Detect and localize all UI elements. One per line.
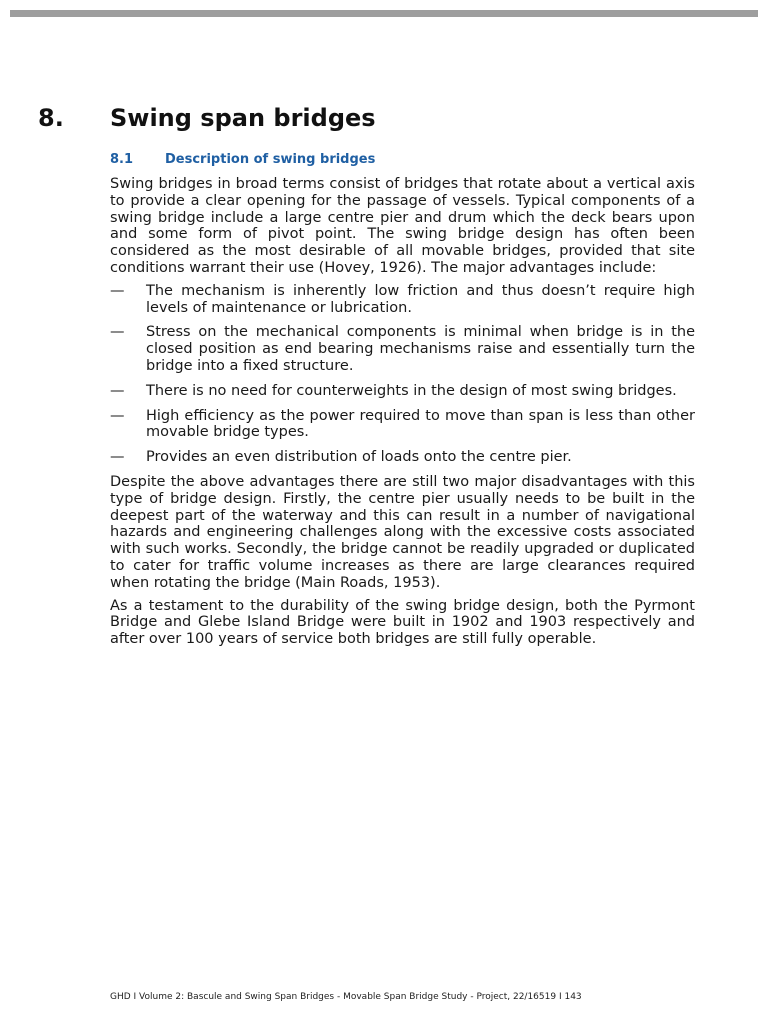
bullet-dash: — <box>110 449 125 466</box>
list-item-text: Provides an even distribution of loads onto the centre pier. <box>146 449 572 466</box>
page-footer: GHD I Volume 2: Bascule and Swing Span Bridges - Movable Span Bridge Study - Project, 22/16519 I 143 <box>110 992 582 1002</box>
paragraph-intro: Swing bridges in broad terms consist of bridges that rotate about a vertical axis to provide a clear opening for the passage of vessels. Typical components of a swing bridge include a large centre pier and drum which the deck bears upon and some form of pivot point. The swing bridge design has often been considered as the most desirable of all movable bridges, provided that site conditions warrant their use (Hovey, 1926). The major advantages include: <box>110 176 695 276</box>
list-item <box>110 283 695 317</box>
list-item <box>110 449 695 466</box>
list-item-text: There is no need for counterweights in the design of most swing bridges. <box>146 382 677 399</box>
paragraph-durability: As a testament to the durability of the swing bridge design, both the Pyrmont Bridge and Glebe Island Bridge were built in 1902 and 1903 respectively and after over 100 years of service both bridges are still fully operable. <box>110 597 695 648</box>
subsection-title: Description of swing bridges <box>165 152 376 167</box>
list-item-text: The mechanism is inherently low friction and thus doesn’t require high levels of maintenance or lubrication. <box>146 282 695 316</box>
list-item-text: Stress on the mechanical components is minimal when bridge is in the closed position as end bearing mechanisms raise and essentially turn the bridge into a fixed structure. <box>146 324 695 374</box>
body-text <box>110 176 695 654</box>
list-item-text: High efficiency as the power required to move than span is less than other movable bridge types. <box>146 407 695 441</box>
top-rule <box>10 10 758 17</box>
list-item <box>110 383 695 400</box>
list-item <box>110 408 695 442</box>
advantages-list <box>110 283 695 466</box>
list-item <box>110 324 695 374</box>
bullet-dash: — <box>110 282 125 299</box>
subsection-number: 8.1 <box>110 152 134 167</box>
paragraph-disadvantages: Despite the above advantages there are still two major disadvantages with this type of bridge design. Firstly, the centre pier usually needs to be built in the deepest part of the waterway and this can result in a number of navigational hazards and engineering challenges along with the excessive costs associated with such works. Secondly, the bridge cannot be readily upgraded or duplicated to cater for traffic volume increases as there are large clearances required when rotating the bridge (Main Roads, 1953). <box>110 473 695 591</box>
section-number: 8. <box>38 104 64 132</box>
bullet-dash: — <box>110 407 125 424</box>
section-title: Swing span bridges <box>110 104 376 132</box>
bullet-dash: — <box>110 382 125 399</box>
bullet-dash: — <box>110 324 125 341</box>
